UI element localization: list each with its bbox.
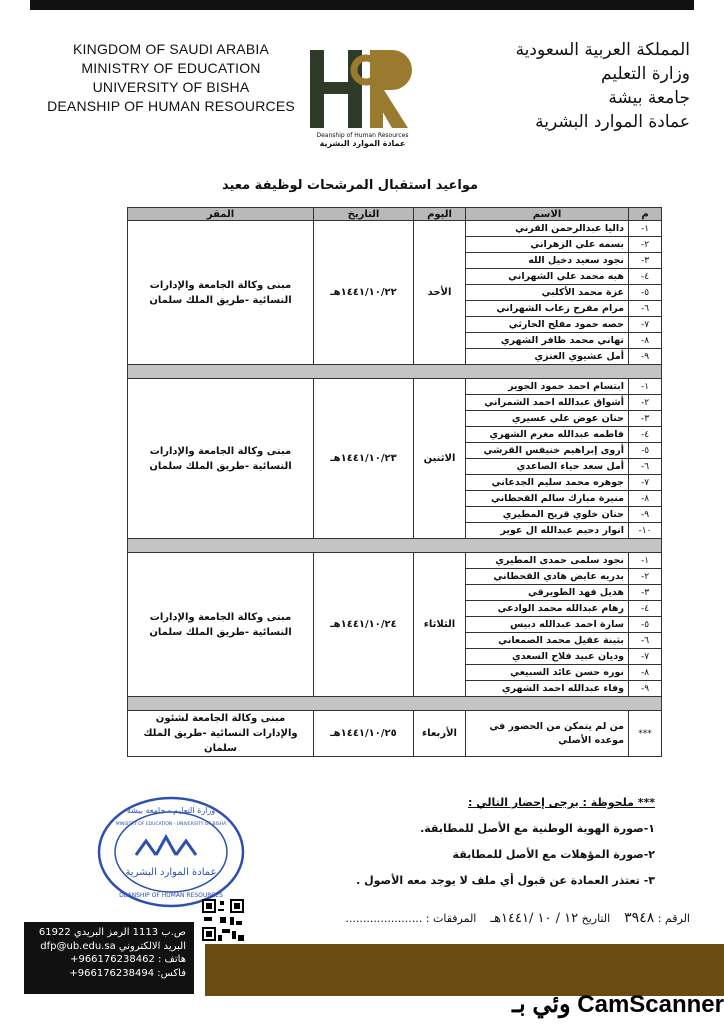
- logo-caption-ar: عمادة الموارد البشرية: [319, 139, 406, 148]
- candidate-name: مرام مفرح زعاب الشهراني: [466, 301, 629, 317]
- row-number: ١-: [629, 379, 662, 395]
- group-separator: [128, 539, 662, 553]
- date-cell: ١٤٤١/١٠/٢٣هـ: [314, 379, 414, 539]
- candidate-name: فاطمه عبدالله مغرم الشهري: [466, 427, 629, 443]
- row-number: ٨-: [629, 333, 662, 349]
- candidate-name: أروى إبراهيم خنيفس القرشي: [466, 443, 629, 459]
- location-cell: مبنى وكالة الجامعة لشئون والإدارات النسائية -طريق الملك سلمان: [128, 711, 314, 757]
- candidate-name: بسمه علي الزهراني: [466, 237, 629, 253]
- english-header-line: MINISTRY OF EDUCATION: [81, 60, 261, 76]
- location-cell: مبنى وكالة الجامعة والإدارات النسائية -طريق الملك سلمان: [128, 379, 314, 539]
- candidate-name: من لم يتمكن من الحضور في موعده الأصلي: [466, 711, 629, 757]
- row-number: ١-: [629, 221, 662, 237]
- day-cell: الأربعاء: [414, 711, 466, 757]
- english-header-line: KINGDOM OF SAUDI ARABIA: [73, 41, 269, 57]
- candidate-name: حنان عوض علي عسيري: [466, 411, 629, 427]
- arabic-header-line: جامعة بيشة: [608, 88, 690, 108]
- date-cell: ١٤٤١/١٠/٢٤هـ: [314, 553, 414, 697]
- candidate-name: تهاني محمد ظافر الشهري: [466, 333, 629, 349]
- row-number: ٦-: [629, 459, 662, 475]
- candidate-name: جوهره محمد سليم الجدعاني: [466, 475, 629, 491]
- schedule-body: [128, 221, 662, 757]
- contact-line: فاكس: 966176238494+: [69, 967, 186, 979]
- logo-caption: [295, 132, 430, 148]
- table-row: [128, 379, 662, 395]
- row-number: ٨-: [629, 491, 662, 507]
- candidate-name: عزة محمد الأكلبي: [466, 285, 629, 301]
- contact-box: [24, 922, 194, 994]
- separator-cell: [128, 697, 662, 711]
- ref-date-label: التاريخ: [581, 912, 611, 925]
- header-location: المقر: [128, 208, 314, 221]
- row-number: ٣-: [629, 585, 662, 601]
- schedule-table: [127, 207, 662, 757]
- row-number: ٩-: [629, 507, 662, 523]
- english-header-line: DEANSHIP OF HUMAN RESOURCES: [47, 98, 295, 114]
- note-item: ١-صورة الهوية الوطنية مع الأصل للمطابقة.: [420, 822, 655, 835]
- candidate-name: حنان خلوي قريح المطيري: [466, 507, 629, 523]
- page-title: مواعيد استقبال المرشحات لوظيفة معيد: [221, 178, 479, 193]
- row-number: ٣-: [629, 253, 662, 269]
- separator-cell: [128, 365, 662, 379]
- candidate-name: بدريه عايض هادي القحطاني: [466, 569, 629, 585]
- date-cell: ١٤٤١/١٠/٢٢هـ: [314, 221, 414, 365]
- row-number: ***: [629, 711, 662, 757]
- arabic-header: [440, 38, 690, 134]
- contact-line: البريد الالكتروني dfp@ub.edu.sa: [40, 940, 186, 952]
- candidate-name: منيرة مبارك سالم القحطاني: [466, 491, 629, 507]
- row-number: ٥-: [629, 443, 662, 459]
- candidate-name: نوره حسن عائد السبيعي: [466, 665, 629, 681]
- candidate-name: سارة احمد عبدالله دبيس: [466, 617, 629, 633]
- stamp-bottom-en: DEANSHIP OF HUMAN RESOURCES: [119, 892, 223, 899]
- candidate-name: نجود سعيد دخيل الله: [466, 253, 629, 269]
- day-cell: الثلاثاء: [414, 553, 466, 697]
- candidate-name: بثينة عقيل محمد الصمعاني: [466, 633, 629, 649]
- day-cell: الاثنين: [414, 379, 466, 539]
- candidate-name: هبه محمد علي الشهراني: [466, 269, 629, 285]
- table-header-row: [128, 208, 662, 221]
- header-num: م: [629, 208, 662, 221]
- arabic-header-line: عمادة الموارد البشرية: [535, 112, 690, 132]
- reference-line: [270, 910, 690, 926]
- row-number: ٧-: [629, 475, 662, 491]
- ref-number-label: الرقم :: [657, 912, 690, 925]
- notes: [300, 796, 655, 900]
- notes-heading: *** ملحوظة : يرجى إحضار التالي :: [468, 796, 655, 809]
- header-date: التاريخ: [314, 208, 414, 221]
- row-number: ٤-: [629, 601, 662, 617]
- candidate-name: أمل سعد حياء الصاعدي: [466, 459, 629, 475]
- row-number: ١٠-: [629, 523, 662, 539]
- candidate-name: نجود سلمى حمدى المطيري: [466, 553, 629, 569]
- row-number: ٦-: [629, 633, 662, 649]
- candidate-name: أمل عشيوي العنزي: [466, 349, 629, 365]
- contact-line: ص.ب 1113 الرمز البريدي 61922: [38, 927, 186, 938]
- contact-line: هاتف : 966176238462+: [70, 954, 186, 965]
- row-number: ٩-: [629, 681, 662, 697]
- row-number: ٦-: [629, 301, 662, 317]
- row-number: ٢-: [629, 395, 662, 411]
- ref-number-value: ٣٩٤٨: [624, 910, 655, 926]
- stamp-center-ar: عمادة الموارد البشرية: [125, 867, 217, 878]
- row-number: ٥-: [629, 617, 662, 633]
- qr-code: [202, 899, 244, 941]
- arabic-header-line: المملكة العربية السعودية: [515, 40, 690, 60]
- camscanner-watermark: وئي بـ CamScanner: [511, 991, 724, 1018]
- ref-date-value: ١٢ / ١٠ /١٤٤١هـ: [490, 911, 579, 926]
- logo-caption-en: Deanship of Human Resources: [316, 132, 409, 139]
- english-header-line: UNIVERSITY OF BISHA: [92, 79, 250, 95]
- row-number: ٢-: [629, 569, 662, 585]
- row-number: ٨-: [629, 665, 662, 681]
- row-number: ٧-: [629, 317, 662, 333]
- group-separator: [128, 697, 662, 711]
- row-number: ٧-: [629, 649, 662, 665]
- row-number: ١-: [629, 553, 662, 569]
- stamp-ring-en: MINISTRY OF EDUCATION - UNIVERSITY OF BISHA: [115, 822, 227, 827]
- candidate-name: رهام عبدالله محمد الوادعي: [466, 601, 629, 617]
- row-number: ٣-: [629, 411, 662, 427]
- table-row-last: [128, 711, 662, 757]
- row-number: ٢-: [629, 237, 662, 253]
- candidate-name: وفاء عبدالله احمد الشهري: [466, 681, 629, 697]
- arabic-header-line: وزارة التعليم: [601, 64, 690, 84]
- group-separator: [128, 365, 662, 379]
- candidate-name: وديان عبيد فلاح السعدي: [466, 649, 629, 665]
- ref-attachments-label: المرفقات :: [425, 912, 477, 925]
- footer-band: [205, 944, 724, 996]
- top-border: [30, 0, 694, 10]
- day-cell: الأحد: [414, 221, 466, 365]
- candidate-name: أشواق عبدالله احمد الشمراني: [466, 395, 629, 411]
- row-number: ٩-: [629, 349, 662, 365]
- note-item: ٢-صورة المؤهلات مع الأصل للمطابقة: [452, 848, 655, 861]
- candidate-name: ابتسام احمد حمود الجوير: [466, 379, 629, 395]
- separator-cell: [128, 539, 662, 553]
- row-number: ٥-: [629, 285, 662, 301]
- row-number: ٤-: [629, 269, 662, 285]
- header-name: الاسم: [466, 208, 629, 221]
- candidate-name: داليا عبدالرحمن القرني: [466, 221, 629, 237]
- row-number: ٤-: [629, 427, 662, 443]
- english-header: [46, 40, 296, 116]
- official-stamp: [96, 795, 246, 910]
- candidate-name: هديل فهد الطويرقي: [466, 585, 629, 601]
- location-cell: مبنى وكالة الجامعة والإدارات النسائية -طريق الملك سلمان: [128, 553, 314, 697]
- stamp-ring-ar: وزارة التعليم - جامعة بيشة: [126, 806, 216, 815]
- ref-attachments-value: ......................: [345, 912, 423, 925]
- table-row: [128, 221, 662, 237]
- header-day: اليوم: [414, 208, 466, 221]
- table-row: [128, 553, 662, 569]
- candidate-name: حصه حمود مفلح الحارثي: [466, 317, 629, 333]
- location-cell: مبنى وكالة الجامعة والإدارات النسائية -طريق الملك سلمان: [128, 221, 314, 365]
- candidate-name: انوار دحيم عبدالله ال عوير: [466, 523, 629, 539]
- date-cell: ١٤٤١/١٠/٢٥هـ: [314, 711, 414, 757]
- note-item: ٣- تعتذر العمادة عن قبول أي ملف لا يوجد معه الأصول .: [356, 874, 655, 887]
